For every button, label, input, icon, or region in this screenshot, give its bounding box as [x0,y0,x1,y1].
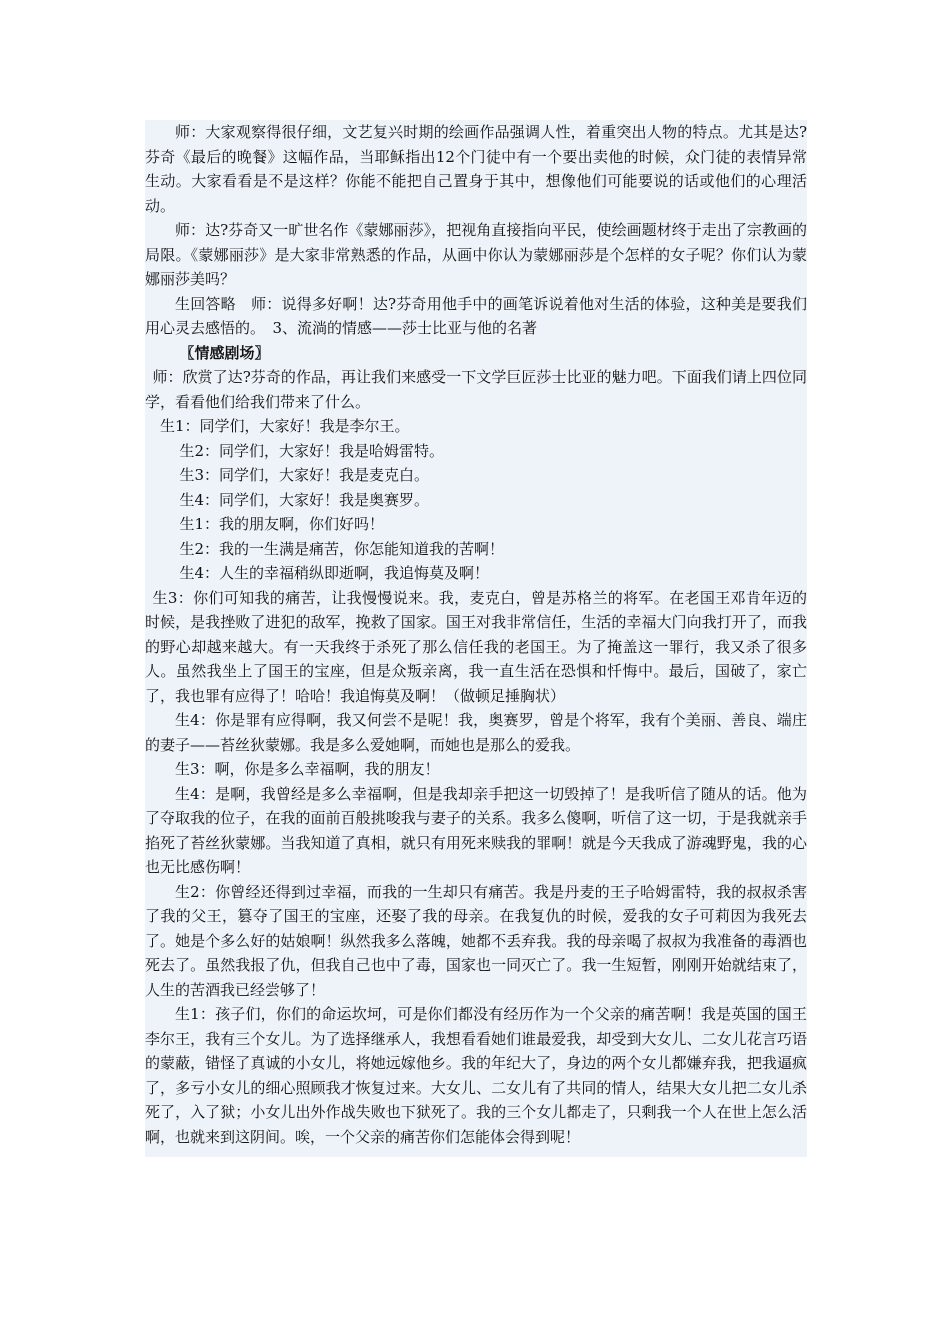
drama-line: 生4：你是罪有应得啊，我又何尝不是呢！我，奥赛罗，曾是个将军，我有个美丽、善良、端庄的妻子——苔丝狄蒙娜。我是多么爱她啊，而她也是那么的爱我。 [145,711,807,754]
text-body [145,120,807,1157]
drama-line: 生2：同学们，大家好！我是哈姆雷特。 [179,441,445,460]
drama-line: 生1：我的朋友啊，你们好吗！ [179,515,385,533]
drama-line: 生2：你曾经还得到过幸福，而我的一生却只有痛苦。我是丹麦的王子哈姆雷特，我的叔叔杀害了我的父王，篡夺了国王的宝座，还娶了我的母亲。在我复仇的时候，爱我的女子可莉因为我死去了。她是个多么好的姑娘啊！纵然我多么落魄，她都不丢弃我。我的母亲喝了叔叔为我准备的毒酒也死去了。虽然我报了仇，但我自己也中了毒，国家也一同灭亡了。我一生短暂，刚刚开始就结束了，人生的苦酒我已经尝够了！ [145,882,807,999]
drama-line: 师：欣赏了达?芬奇的作品，再让我们来感受一下文学巨匠莎士比亚的魅力吧。下面我们请上四位同学，看看他们给我们带来了什么。 [145,368,807,411]
paragraph-last-supper: 师：大家观察得很仔细，文艺复兴时期的绘画作品强调人性，着重突出人物的特点。尤其是达?芬奇《最后的晚餐》这幅作品，当耶稣指出12个门徒中有一个要出卖他的时候，众门徒的表情异常生动。大家看看是不是这样？你能不能把自己置身于其中，想像他们可能要说的话或他们的心理活动。 [145,123,807,215]
paragraph-mona-lisa: 师：达?芬奇又一旷世名作《蒙娜丽莎》，把视角直接指向平民，使绘画题材终于走出了宗教画的局限。《蒙娜丽莎》是大家非常熟悉的作品，从画中你认为蒙娜丽莎是个怎样的女子呢？你们认为蒙娜丽莎美吗？ [145,221,807,288]
drama-line: 生1：同学们，大家好！我是李尔王。 [160,417,410,435]
drama-line: 生4：人生的幸福稍纵即逝啊，我追悔莫及啊！ [179,564,490,582]
drama-line: 生1：孩子们，你们的命运坎坷，可是你们都没有经历作为一个父亲的痛苦啊！我是英国的国王李尔王，我有三个女儿。为了选择继承人，我想看看她们谁最爱我，却受到大女儿、二女儿花言巧语的蒙蔽，错怪了真诚的小女儿，将她远嫁他乡。我的年纪大了，身边的两个女儿都嫌弃我，把我逼疯了，多亏小女儿的细心照顾我才恢复过来。大女儿、二女儿有了共同的情人，结果大女儿把二女儿杀死了，入了狱；小女儿出外作战失败也下狱死了。我的三个女儿都走了，只剩我一个人在世上怎么活啊，也就来到这阴间。唉，一个父亲的痛苦你们怎能体会得到呢！ [145,1005,807,1146]
drama-line: 生3：你们可知我的痛苦，让我慢慢说来。我，麦克白，曾是苏格兰的将军。在老国王邓肯年迈的时候，是我挫败了进犯的敌军，挽救了国家。国王对我非常信任，生活的幸福大门向我打开了，而我的野心却越来越大。有一天我终于杀死了那么信任我的老国王。为了掩盖这一罪行，我又杀了很多人。虽然我坐上了国王的宝座，但是众叛亲离，我一直生活在恐惧和忏悔中。最后，国破了，家亡了，我也罪有应得了！哈哈！我追悔莫及啊！（做顿足捶胸状） [145,588,807,705]
drama-line: 生3：同学们，大家好！我是麦克白。 [179,466,430,484]
drama-line: 生4：是啊，我曾经是多么幸福啊，但是我却亲手把这一切毁掉了！是我听信了随从的话。他为了夺取我的位子，在我的面前百般挑唆我与妻子的关系。我多么傻啊，听信了这一切，于是我就亲手掐死了苔丝狄蒙娜。当我知道了真相，就只有用死来赎我的罪啊！就是今天我成了游魂野鬼，我的心也无比感伤啊！ [145,784,807,876]
drama-line: 生4：同学们，大家好！我是奥赛罗。 [179,490,430,509]
drama-line: 生2：我的一生满是痛苦，你怎能知道我的苦啊！ [179,539,505,558]
section-heading: 〖情感剧场〗 [179,343,270,362]
drama-line: 生3：啊，你是多么幸福啊，我的朋友！ [175,760,440,778]
paragraph-answer: 生回答略 师：说得多好啊！达?芬奇用他手中的画笔诉说着他对生活的体验，这种美是要我们用心灵去感悟的。 3、流淌的情感——莎士比亚与他的名著 [145,294,807,337]
